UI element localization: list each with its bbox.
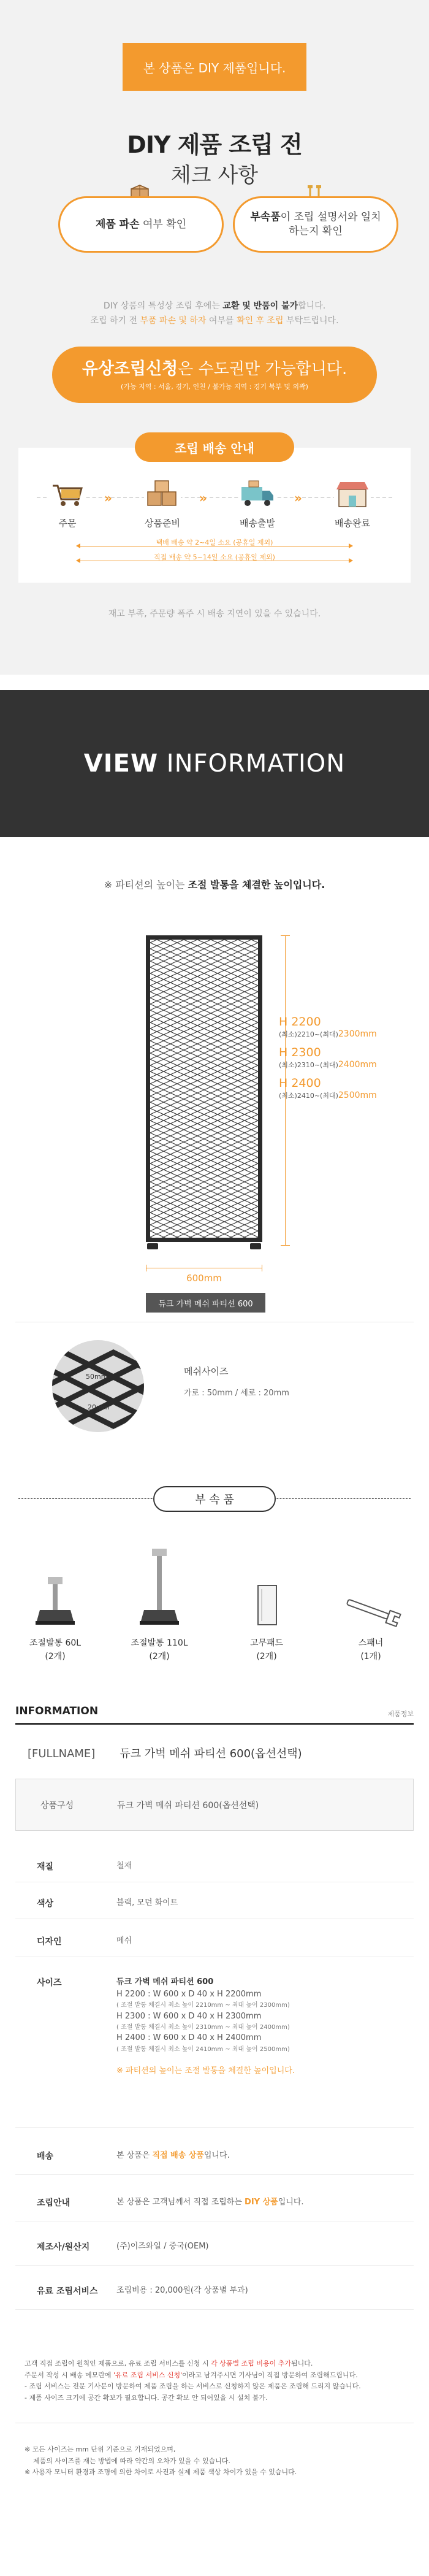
height-max: 2300mm [338, 1029, 377, 1039]
delivery-c: 입니다. [203, 2151, 230, 2160]
part-qty: (2개) [256, 1652, 277, 1662]
view-body [0, 837, 429, 2576]
mesh-size-title: 메쉬사이즈 [184, 1366, 229, 1377]
part-name: 조절발통 60L [29, 1638, 82, 1648]
size-color-notice [25, 2444, 411, 2478]
check-parts-pill [233, 196, 398, 253]
paid-assembly-sub: (가능 지역 : 서울, 경기, 인천 / 불가능 지역 : 경기 북부 및 외곽) [121, 383, 308, 391]
height-option-2200 [279, 1015, 377, 1040]
color-value: 블랙, 모던 화이트 [116, 1898, 178, 1907]
height-tick-top [281, 935, 290, 936]
check-parts-rest: 이 조립 설명서와 일치하는지 확인 [280, 211, 381, 237]
product-name-tag: 듀크 가벽 메쉬 파티션 600 [146, 1293, 265, 1313]
size-line-note: ( 조절 발통 체결시 최소 높이 2410mm ~ 최대 높이 2500mm) [116, 2045, 290, 2053]
note2-e: 부탁드립니다. [283, 315, 339, 326]
notice-6: 제품의 사이즈를 재는 방법에 따라 약간의 오차가 있을 수 있습니다. [33, 2456, 230, 2465]
height-option-2300 [279, 1046, 377, 1070]
step-depart [221, 478, 294, 529]
maker-value: (주)이즈와일 / 중국(OEM) [116, 2242, 209, 2251]
height-max-label: (최대) [320, 1091, 338, 1100]
maker-label: 제조사/원산지 [37, 2242, 90, 2252]
check-damage-bold: 제품 파손 [95, 218, 140, 231]
information-heading-right: 제품정보 [387, 1710, 414, 1718]
shipping-box [18, 448, 411, 583]
size-note: ※ 파티션의 높이는 조절 발통을 체결한 높이입니다. [116, 2066, 295, 2076]
design-value: 메쉬 [116, 1936, 132, 1945]
assembly-c: 입니다. [278, 2198, 304, 2207]
paid-service-label: 유료 조립서비스 [37, 2287, 98, 2296]
spanner-icon [328, 1549, 414, 1631]
delivery-arrow-2-text: 직접 배송 약 5~14일 소요 (공휴일 제외) [154, 553, 275, 561]
check-parts-bold: 부속품 [250, 211, 281, 224]
part-name: 조절발통 110L [131, 1638, 188, 1648]
check-damage-rest: 여부 확인 [139, 218, 187, 231]
fullname-value: 듀크 가벽 메쉬 파티션 600(옵션선택) [120, 1747, 302, 1760]
step-prepare [126, 478, 199, 529]
partition-note-b: 조절 발통을 체결한 높이입니다. [188, 879, 325, 891]
composition-label: 상품구성 [40, 1801, 74, 1811]
step-label: 상품준비 [145, 518, 180, 529]
step-label: 배송완료 [335, 518, 370, 529]
size-line-note: ( 조절 발통 체결시 최소 높이 2210mm ~ 최대 높이 2300mm) [116, 2002, 290, 2009]
size-line: H 2300 : W 600 x D 40 x H 2300mm [116, 2011, 262, 2021]
notice-1c: 됩니다. [291, 2359, 313, 2367]
notice-2a: 주문서 작성 시 배송 메모란에 [25, 2371, 113, 2379]
height-max: 2500mm [338, 1090, 377, 1100]
height-max-label: (최대) [320, 1060, 338, 1069]
paid-assembly-rest: 은 수도권만 가능합니다. [178, 360, 347, 378]
partition-height-note [0, 877, 429, 891]
fullname-label: [FULLNAME] [28, 1747, 96, 1760]
check-damage-pill [58, 196, 224, 253]
height-option-2400 [279, 1076, 377, 1101]
material-label: 재질 [37, 1862, 54, 1872]
diy-banner: 본 상품은 DIY 제품입니다. [123, 43, 306, 91]
view-title-bold: VIEW [83, 749, 159, 778]
note2-c: 여부를 [206, 315, 237, 326]
truck-icon [239, 478, 276, 509]
part-qty: (2개) [149, 1652, 170, 1662]
information-heading-text: INFORMATION [15, 1705, 99, 1717]
diy-section [0, 0, 429, 675]
panel-foot-left [147, 1243, 158, 1249]
partition-panel-image [146, 935, 262, 1242]
note1-a: DIY 상품의 특성상 조립 후에는 [103, 301, 223, 311]
note2-b: 부품 파손 및 하자 [140, 315, 207, 326]
note1-b: 교환 및 반품이 불가 [222, 301, 298, 311]
part-spanner [328, 1549, 414, 1662]
chevron-right-icon: » [294, 491, 302, 505]
notice-3: - 조립 서비스는 전문 기사분이 방문하여 제품 조립을 하는 서비스로 신청하지 않은 제품은 조립해 드리지 않습니다. [25, 2382, 361, 2391]
notice-7: ※ 사용자 모니터 환경과 조명에 의한 차이로 사진과 실제 제품 색상 차이가 있을 수 있습니다. [25, 2468, 297, 2477]
color-label: 색상 [37, 1899, 54, 1909]
step-order [31, 478, 104, 529]
delivery-arrow-1-text: 택배 배송 약 2~4일 소요 (공휴일 제외) [156, 539, 273, 546]
height-main: H 2300 [279, 1046, 321, 1059]
note2-d: 확인 후 조립 [236, 315, 284, 326]
assembly-label: 조립안내 [37, 2198, 70, 2208]
mesh-height-label: 20mm [88, 1403, 110, 1411]
height-min: (최소)2310~ [279, 1060, 321, 1069]
notice-2c: 이라고 남겨주시면 기사님이 직접 방문하여 조립해드립니다. [182, 2371, 358, 2379]
part-rubber-pad [224, 1549, 309, 1662]
notice-1b: 각 상품별 조립 비용이 추가 [211, 2359, 291, 2367]
note2-a: 조립 하기 전 [90, 315, 140, 326]
note1-c: 합니다. [298, 301, 326, 311]
delivery-value [116, 2150, 230, 2162]
paid-service-value: 조립비용 : 20,000원(각 상품별 부과) [116, 2286, 248, 2295]
delivery-label: 배송 [37, 2152, 54, 2161]
parts-title: 부 속 품 [153, 1486, 276, 1512]
row-divider [15, 2309, 414, 2310]
partition-note-a: ※ 파티션의 높이는 [104, 879, 188, 891]
step-label: 배송출발 [240, 518, 275, 529]
view-title-rest: INFORMATION [158, 749, 346, 778]
diy-title: DIY 제품 조립 전 [127, 131, 302, 158]
assembly-b: DIY 상품 [245, 2198, 278, 2207]
view-title [0, 749, 429, 778]
part-foot-110 [116, 1549, 202, 1662]
chevron-right-icon: » [199, 491, 207, 505]
delivery-a: 본 상품은 [116, 2151, 153, 2160]
part-name: 고무패드 [249, 1638, 284, 1648]
assembly-value [116, 2196, 304, 2209]
step-label: 주문 [58, 518, 77, 529]
size-line-note: ( 조절 발통 체결시 최소 높이 2310mm ~ 최대 높이 2400mm) [116, 2023, 290, 2031]
height-main: H 2200 [279, 1015, 321, 1029]
view-information-header [0, 690, 429, 837]
size-line: H 2400 : W 600 x D 40 x H 2400mm [116, 2033, 262, 2043]
cart-icon [49, 478, 86, 509]
boxes-icon [144, 478, 181, 509]
shipping-title: 조립 배송 안내 [135, 432, 294, 462]
height-min: (최소)2410~ [279, 1091, 321, 1100]
paid-assembly-bold: 유상조립신청 [82, 359, 178, 378]
design-label: 디자인 [37, 1937, 62, 1947]
delivery-b: 직접 배송 상품 [152, 2151, 204, 2160]
size-value [116, 1976, 295, 2077]
height-tick-bottom [281, 1245, 290, 1246]
part-foot-60 [12, 1549, 98, 1662]
mesh-size-desc: 가로 : 50mm / 세로 : 20mm [184, 1389, 289, 1398]
height-max-label: (최대) [320, 1030, 338, 1038]
composition-value: 듀크 가벽 메쉬 파티션 600(옵션선택) [117, 1801, 259, 1811]
rubber-pad-icon [224, 1549, 309, 1631]
assembly-a: 본 상품은 고객님께서 직접 조립하는 [116, 2198, 245, 2207]
part-qty: (2개) [45, 1652, 66, 1662]
step-complete [316, 478, 389, 529]
width-label: 600mm [186, 1273, 222, 1284]
part-qty: (1개) [360, 1652, 381, 1662]
panel-foot-right [250, 1243, 261, 1249]
notice-1a: 고객 직접 조립이 원칙인 제품으로, 유료 조립 서비스를 신청 시 [25, 2359, 211, 2367]
paid-assembly-bar [52, 347, 377, 403]
composition-box [15, 1779, 414, 1831]
mesh-closeup-image [52, 1340, 144, 1432]
height-min: (최소)2210~ [279, 1030, 321, 1038]
diy-note [0, 299, 429, 329]
adjuster-foot-long-icon [116, 1549, 202, 1631]
size-line: H 2200 : W 600 x D 40 x H 2200mm [116, 1990, 262, 1999]
store-icon [334, 478, 371, 509]
material-value: 철재 [116, 1861, 132, 1871]
row-divider [15, 2265, 414, 2266]
mesh-width-label: 50mm [86, 1373, 108, 1381]
notice-4: - 제품 사이즈 크기에 공간 확보가 필요합니다. 공간 확보 안 되어있을 시 설치 불가. [25, 2394, 268, 2402]
row-divider [15, 2127, 414, 2128]
part-name: 스패너 [358, 1638, 384, 1648]
assembly-notice [25, 2358, 411, 2404]
adjuster-foot-icon [12, 1549, 98, 1631]
shipping-footnote: 재고 부족, 주문량 폭주 시 배송 지연이 있을 수 있습니다. [108, 609, 321, 619]
height-main: H 2400 [279, 1076, 321, 1090]
notice-2b: '유료 조립 서비스 신청' [113, 2371, 183, 2379]
size-title: 듀크 가벽 메쉬 파티션 600 [116, 1977, 214, 1987]
row-divider [15, 2174, 414, 2175]
information-heading [15, 1705, 414, 1725]
size-label: 사이즈 [37, 1978, 62, 1988]
height-max: 2400mm [338, 1059, 377, 1070]
diy-subtitle: 체크 사항 [170, 163, 259, 188]
chevron-right-icon: » [104, 491, 112, 505]
fullname-row [28, 1745, 302, 1761]
notice-5: ※ 모든 사이즈는 mm 단위 기준으로 기재되었으며, [25, 2445, 176, 2453]
